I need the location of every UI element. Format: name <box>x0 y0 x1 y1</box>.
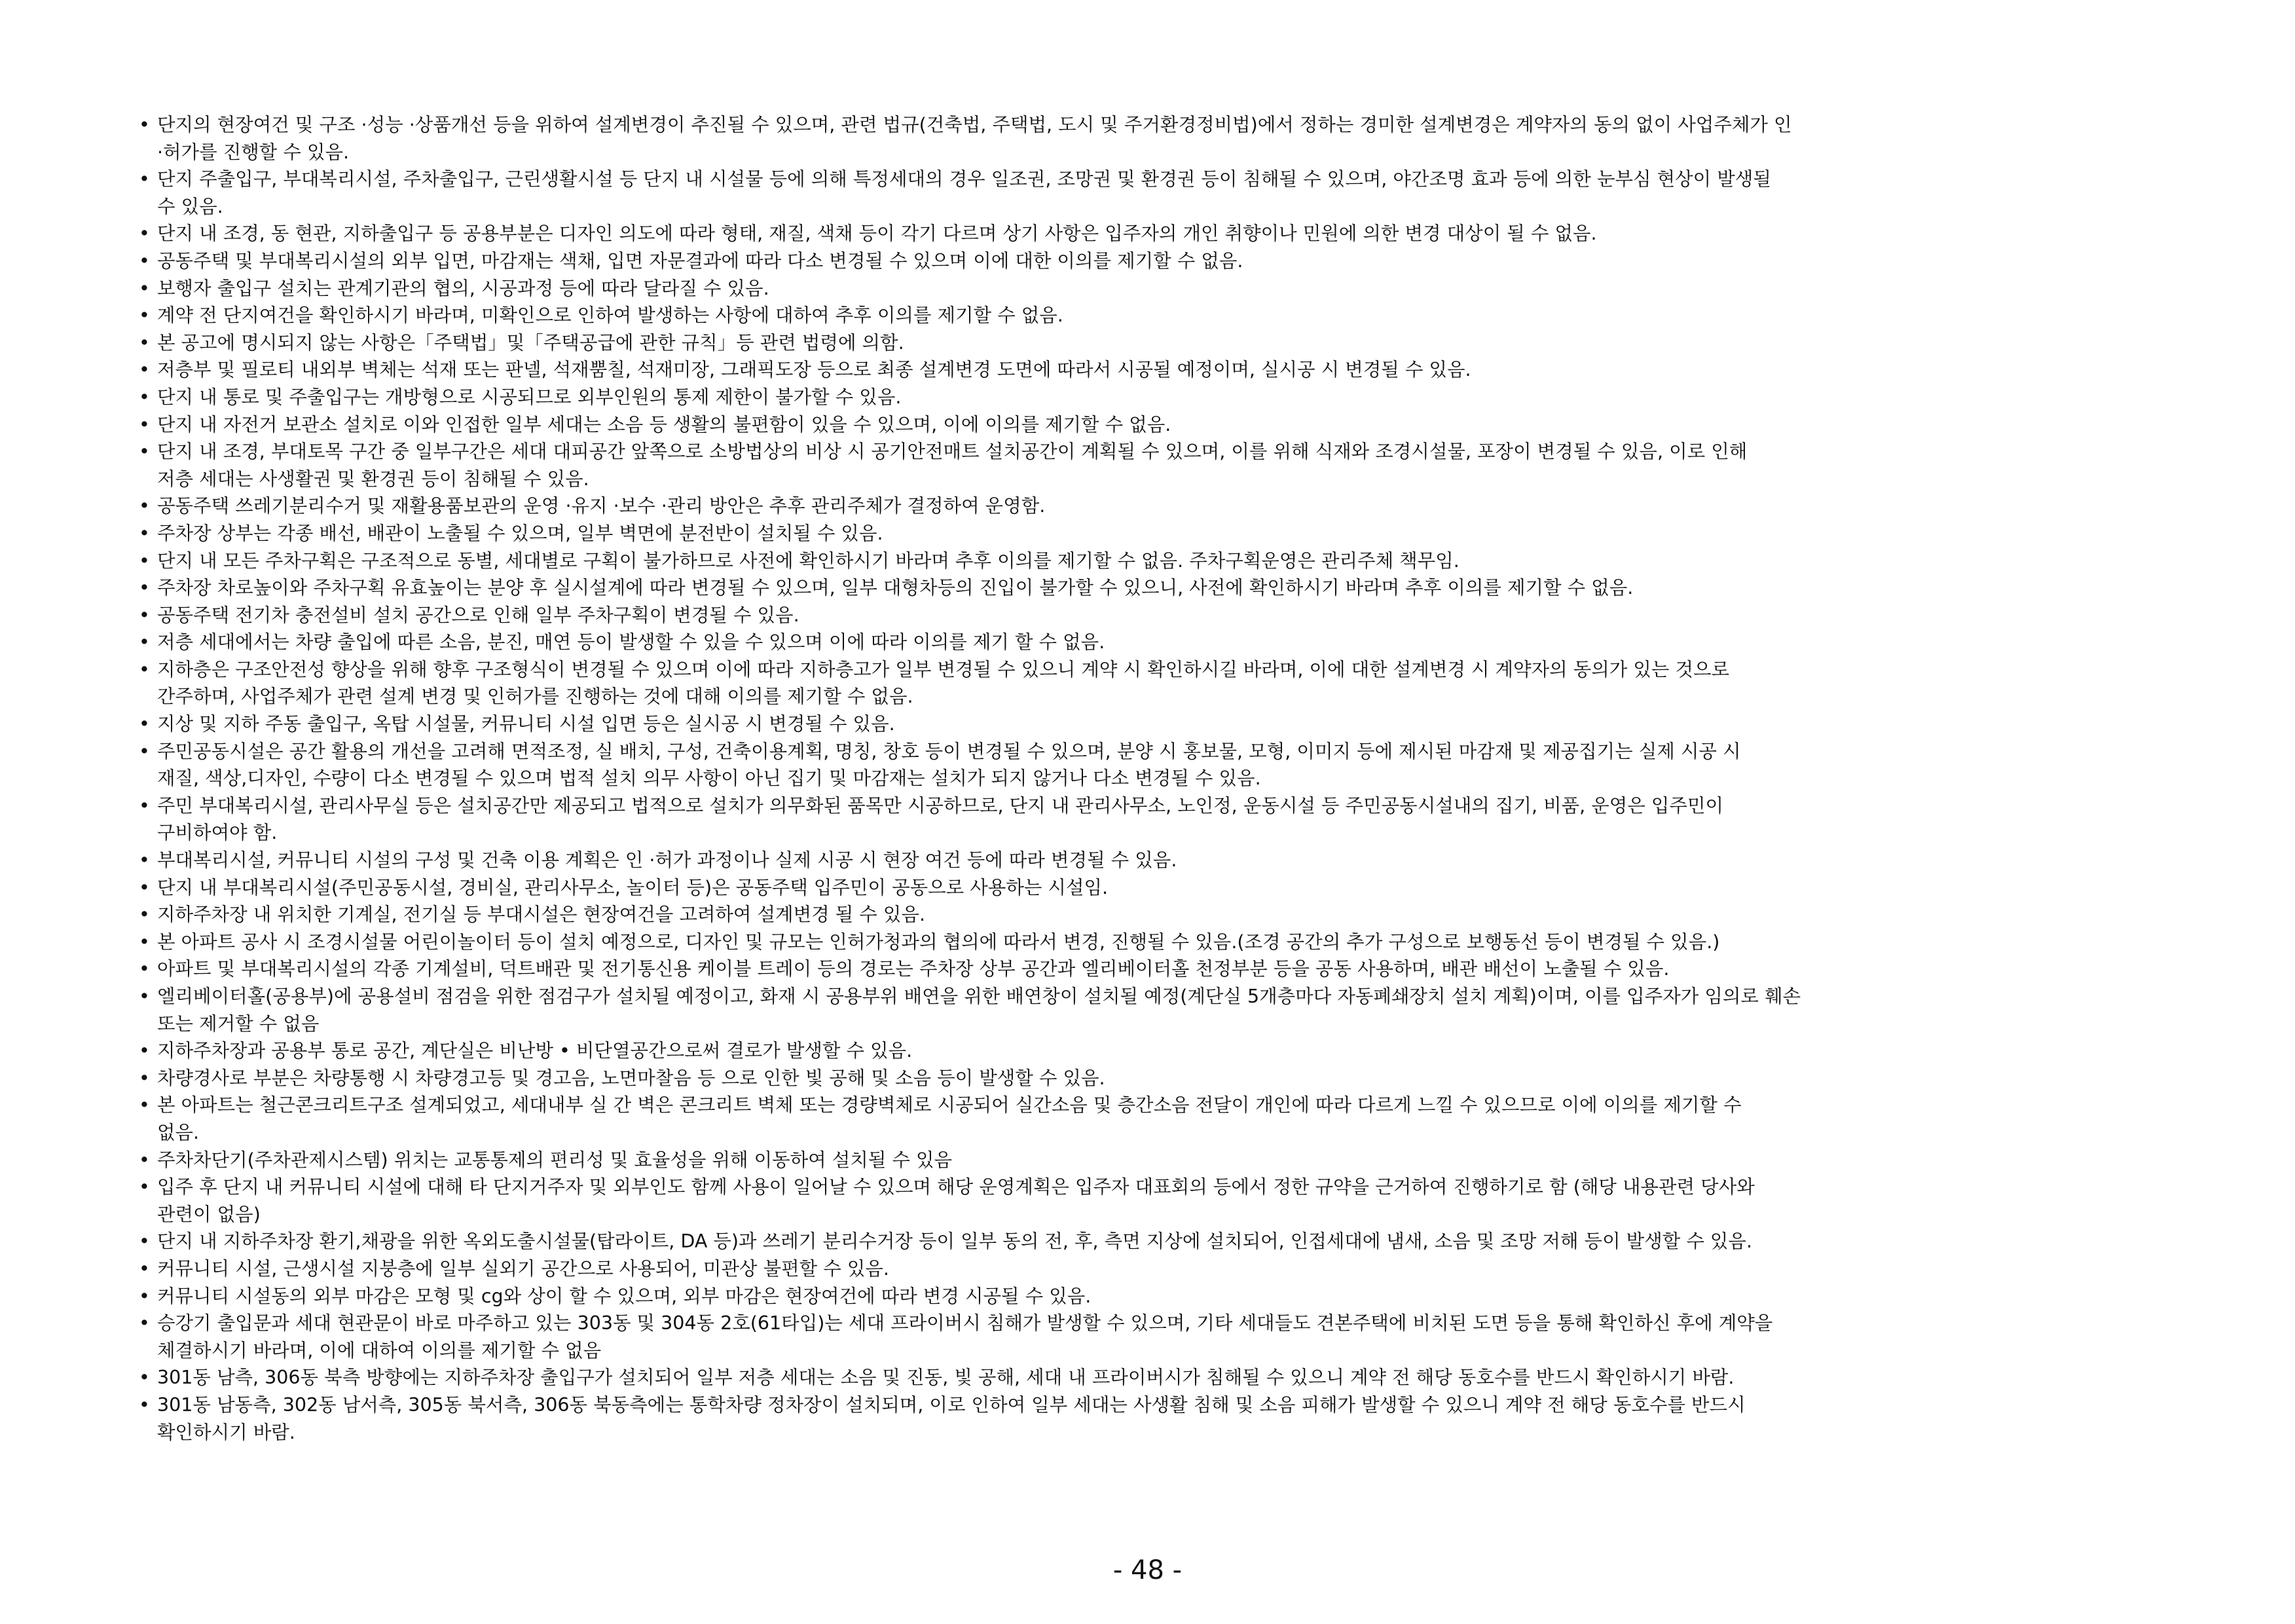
bullet-icon: • <box>139 1393 150 1416</box>
bullet-icon: • <box>139 958 150 980</box>
notice-item <box>138 929 2226 956</box>
notice-text: 주민 부대복리시설, 관리사무실 등은 설치공간만 제공되고 법적으로 설치가 의무화된 품목만 시공하므로, 단지 내 관리사무소, 노인정, 운동시설 등 주민공동시설내의 집기, 비품, 운영은 입주민이 <box>157 794 1724 817</box>
notice-text: 재질, 색상,디자인, 수량이 다소 변경될 수 있으며 법적 설치 의무 사항이 아닌 집기 및 마감재는 설치가 되지 않거나 다소 변경될 수 있음. <box>157 767 1261 790</box>
notice-item <box>138 1037 2226 1065</box>
notice-text: 단지의 현장여건 및 구조 ·성능 ·상품개선 등을 위하여 설계변경이 추진될 수 있으며, 관련 법규(건축법, 주택법, 도시 및 주거환경정비법)에서 정하는 경미한 설계변경은 계약자의 동의 없이 사업주체가 인 <box>157 114 1792 136</box>
notice-text: 보행자 출입구 설치는 관계기관의 협의, 시공과정 등에 따라 달라질 수 있음. <box>157 277 769 299</box>
notice-item <box>138 1310 2226 1364</box>
bullet-icon: • <box>139 1230 150 1253</box>
notice-text: 저층부 및 필로티 내외부 벽체는 석재 또는 판넬, 석재뿜칠, 석재미장, 그래픽도장 등으로 최종 설계변경 도면에 따라서 시공될 예정이며, 실시공 시 변경될 수 있음. <box>157 359 1471 381</box>
notice-item <box>138 248 2226 275</box>
notice-item <box>138 710 2226 738</box>
notice-text: 저층 세대에서는 차량 출입에 따른 소음, 분진, 매연 등이 발생할 수 있을 수 있으며 이에 따라 이의를 제기 할 수 없음. <box>157 631 1105 654</box>
notice-item <box>138 955 2226 983</box>
notice-item <box>138 356 2226 384</box>
notice-text: 승강기 출입문과 세대 현관문이 바로 마주하고 있는 303동 및 304동 2호(61타입)는 세대 프라이버시 침해가 발생할 수 있으며, 기타 세대들도 견본주택에 비치된 도면 등을 통해 확인하신 후에 계약을 <box>157 1312 1773 1335</box>
bullet-icon: • <box>139 168 150 191</box>
notice-item <box>138 1364 2226 1392</box>
notice-text: 본 공고에 명시되지 않는 사항은「주택법」및「주택공급에 관한 규칙」등 관련 법령에 의함. <box>157 331 904 354</box>
bullet-icon: • <box>139 114 150 136</box>
bullet-icon: • <box>139 1312 150 1335</box>
notice-item <box>138 520 2226 547</box>
notice-text: 관련이 없음) <box>157 1203 261 1225</box>
bullet-icon: • <box>139 441 150 463</box>
notice-text: 간주하며, 사업주체가 관련 설계 변경 및 인허가를 진행하는 것에 대해 이의를 제기할 수 없음. <box>157 686 913 708</box>
notice-text: 본 아파트 공사 시 조경시설물 어린이놀이터 등이 설치 예정으로, 디자인 및 규모는 인허가청과의 협의에 따라서 변경, 진행될 수 있음.(조경 공간의 추가 구성으로 보행동선 등이 변경될 수 있음.) <box>157 931 1720 953</box>
bullet-icon: • <box>139 522 150 544</box>
notice-item <box>138 656 2226 710</box>
notice-item <box>138 384 2226 411</box>
notice-text: 수 있음. <box>157 195 223 217</box>
bullet-icon: • <box>139 549 150 572</box>
page-number: - 48 - <box>1112 1555 1183 1585</box>
notice-text: 단지 내 지하주차장 환기,채광을 위한 옥외도출시설물(탑라이트, DA 등)과 쓰레기 분리수거장 등이 일부 동의 전, 후, 측면 지상에 설치되어, 인접세대에 냄새, 소음 및 조망 저해 등이 발생할 수 있음. <box>157 1230 1753 1253</box>
notice-text: 단지 내 자전거 보관소 설치로 이와 인접한 일부 세대는 소음 등 생활의 불편함이 있을 수 있으며, 이에 이의를 제기할 수 없음. <box>157 413 1171 435</box>
bullet-icon: • <box>139 740 150 762</box>
notice-item <box>138 111 2226 166</box>
notice-text: 단지 내 조경, 동 현관, 지하출입구 등 공용부분은 디자인 의도에 따라 형태, 재질, 색채 등이 각기 다르며 상기 사항은 입주자의 개인 취향이나 민원에 의한 변경 대상이 될 수 없음. <box>157 223 1597 245</box>
bullet-icon: • <box>139 223 150 245</box>
notice-text: ·허가를 진행할 수 있음. <box>157 141 350 163</box>
bullet-icon: • <box>139 794 150 817</box>
notice-text: 지하주차장 내 위치한 기계실, 전기실 등 부대시설은 현장여건을 고려하여 설계변경 될 수 있음. <box>157 904 926 926</box>
notice-text: 계약 전 단지여건을 확인하시기 바라며, 미확인으로 인하여 발생하는 사항에 대하여 추후 이의를 제기할 수 없음. <box>157 304 1063 327</box>
notice-text: 단지 내 모든 주차구획은 구조적으로 동별, 세대별로 구획이 불가하므로 사전에 확인하시기 바라며 추후 이의를 제기할 수 없음. 주차구획운영은 관리주체 책무임. <box>157 549 1460 572</box>
notice-item <box>138 1255 2226 1283</box>
notice-item <box>138 901 2226 929</box>
notice-text: 없음. <box>157 1121 200 1143</box>
notice-item <box>138 983 2226 1037</box>
notice-text: 확인하시기 바람. <box>157 1421 295 1443</box>
notice-item <box>138 1392 2226 1446</box>
bullet-icon: • <box>139 277 150 299</box>
bullet-icon: • <box>139 849 150 872</box>
notice-text: 본 아파트는 철근콘크리트구조 설계되었고, 세대내부 실 간 벽은 콘크리트 벽체 또는 경량벽체로 시공되어 실간소음 및 층간소음 전달이 개인에 따라 다르게 느낄 수 있으므로 이에 이의를 제기할 수 <box>157 1094 1742 1116</box>
notice-item <box>138 1065 2226 1092</box>
notice-item <box>138 738 2226 792</box>
bullet-icon: • <box>139 577 150 599</box>
notice-item <box>138 329 2226 357</box>
bullet-icon: • <box>139 495 150 517</box>
bullet-icon: • <box>139 604 150 626</box>
notice-item <box>138 792 2226 847</box>
notice-item <box>138 574 2226 602</box>
notice-text: 구비하여야 함. <box>157 822 278 844</box>
notice-item <box>138 1228 2226 1255</box>
bullet-icon: • <box>139 876 150 898</box>
notice-item <box>138 1147 2226 1174</box>
bullet-icon: • <box>139 713 150 735</box>
notice-text: 301동 남동측, 302동 남서측, 305동 북서측, 306동 북동측에는 통학차량 정차장이 설치되며, 이로 인하여 일부 세대는 사생활 침해 및 소음 피해가 발생할 수 있으니 계약 전 해당 동호수를 반드시 <box>157 1393 1746 1416</box>
notice-text: 커뮤니티 시설, 근생시설 지붕층에 일부 실외기 공간으로 사용되어, 미관상 불편할 수 있음. <box>157 1257 889 1280</box>
notice-item <box>138 547 2226 575</box>
bullet-icon: • <box>139 331 150 354</box>
notice-item <box>138 275 2226 303</box>
notice-text: 또는 제거할 수 없음 <box>157 1012 320 1035</box>
notice-text: 주민공동시설은 공간 활용의 개선을 고려해 면적조정, 실 배치, 구성, 건축이용계획, 명칭, 창호 등이 변경될 수 있으며, 분양 시 홍보물, 모형, 이미지 등에 제시된 마감재 및 제공집기는 실제 시공 시 <box>157 740 1741 762</box>
notice-item <box>138 166 2226 220</box>
notice-list <box>138 111 2226 1446</box>
notice-text: 지하층은 구조안전성 향상을 위해 향후 구조형식이 변경될 수 있으며 이에 따라 지하층고가 일부 변경될 수 있으니 계약 시 확인하시길 바라며, 이에 대한 설계변경 시 계약자의 동의가 있는 것으로 <box>157 658 1730 680</box>
notice-item <box>138 1173 2226 1228</box>
bullet-icon: • <box>139 904 150 926</box>
notice-text: 단지 내 조경, 부대토목 구간 중 일부구간은 세대 대피공간 앞쪽으로 소방법상의 비상 시 공기안전매트 설치공간이 계획될 수 있으며, 이를 위해 식재와 조경시설물, 포장이 변경될 수 있음, 이로 인해 <box>157 441 1748 463</box>
notice-text: 저층 세대는 사생활권 및 환경권 등이 침해될 수 있음. <box>157 468 589 490</box>
notice-item <box>138 438 2226 492</box>
notice-text: 301동 남측, 306동 북측 방향에는 지하주차장 출입구가 설치되어 일부 저층 세대는 소음 및 진동, 빛 공해, 세대 내 프라이버시가 침해될 수 있으니 계약 전 해당 동호수를 반드시 확인하시기 바람. <box>157 1367 1735 1389</box>
notice-text: 부대복리시설, 커뮤니티 시설의 구성 및 건축 이용 계획은 인 ·허가 과정이나 실제 시공 시 현장 여건 등에 따라 변경될 수 있음. <box>157 849 1177 872</box>
notice-text: 엘리베이터홀(공용부)에 공용설비 점검을 위한 점검구가 설치될 예정이고, 화재 시 공용부위 배연을 위한 배연창이 설치될 예정(계단실 5개층마다 자동폐쇄장치 설치 계획)이며, 이를 입주자가 임의로 훼손 <box>157 986 1801 1007</box>
notice-text: 지하주차장과 공용부 통로 공간, 계단실은 비난방 • 비단열공간으로써 결로가 발생할 수 있음. <box>157 1040 913 1062</box>
bullet-icon: • <box>139 1067 150 1089</box>
notice-text: 주차장 상부는 각종 배선, 배관이 노출될 수 있으며, 일부 벽면에 분전반이 설치될 수 있음. <box>157 522 883 544</box>
notice-text: 공동주택 쓰레기분리수거 및 재활용품보관의 운영 ·유지 ·보수 ·관리 방안은 추후 관리주체가 결정하여 운영함. <box>157 495 1046 517</box>
notice-item <box>138 847 2226 874</box>
notice-text: 아파트 및 부대복리시설의 각종 기계설비, 덕트배관 및 전기통신용 케이블 트레이 등의 경로는 주차장 상부 공간과 엘리베이터홀 천정부분 등을 공동 사용하며, 배관 배선이 노출될 수 있음. <box>157 958 1670 980</box>
bullet-icon: • <box>139 1149 150 1171</box>
notice-item <box>138 1283 2226 1310</box>
bullet-icon: • <box>139 1285 150 1307</box>
bullet-icon: • <box>139 1176 150 1198</box>
notice-item <box>138 492 2226 520</box>
bullet-icon: • <box>139 1040 150 1062</box>
notice-text: 커뮤니티 시설동의 외부 마감은 모형 및 cg와 상이 할 수 있으며, 외부 마감은 현장여건에 따라 변경 시공될 수 있음. <box>157 1285 1092 1307</box>
notice-item <box>138 302 2226 329</box>
bullet-icon: • <box>139 658 150 680</box>
notice-text: 지상 및 지하 주동 출입구, 옥탑 시설물, 커뮤니티 시설 입면 등은 실시공 시 변경될 수 있음. <box>157 713 895 735</box>
notice-text: 차량경사로 부분은 차량통행 시 차량경고등 및 경고음, 노면마찰음 등 으로 인한 빛 공해 및 소음 등이 발생할 수 있음. <box>157 1067 1105 1089</box>
notice-item <box>138 411 2226 439</box>
notice-text: 주차차단기(주차관제시스템) 위치는 교통통제의 편리성 및 효율성을 위해 이동하여 설치될 수 있음 <box>157 1149 953 1171</box>
notice-text: 단지 주출입구, 부대복리시설, 주차출입구, 근린생활시설 등 단지 내 시설물 등에 의해 특정세대의 경우 일조권, 조망권 및 환경권 등이 침해될 수 있으며, 야간조명 효과 등에 의한 눈부심 현상이 발생될 <box>157 168 1771 191</box>
bullet-icon: • <box>139 304 150 327</box>
notice-text: 입주 후 단지 내 커뮤니티 시설에 대해 타 단지거주자 및 외부인도 함께 사용이 일어날 수 있으며 해당 운영계획은 입주자 대표회의 등에서 정한 규약을 근거하여 진행하기로 함 (해당 내용관련 당사와 <box>157 1176 1755 1198</box>
bullet-icon: • <box>139 413 150 435</box>
notice-item <box>138 1092 2226 1146</box>
notice-item <box>138 629 2226 656</box>
notice-text: 공동주택 전기차 충전설비 설치 공간으로 인해 일부 주차구획이 변경될 수 있음. <box>157 604 799 626</box>
bullet-icon: • <box>139 1367 150 1389</box>
bullet-icon: • <box>139 1094 150 1116</box>
bullet-icon: • <box>139 386 150 408</box>
notice-text: 주차장 차로높이와 주차구획 유효높이는 분양 후 실시설계에 따라 변경될 수 있으며, 일부 대형차등의 진입이 불가할 수 있으니, 사전에 확인하시기 바라며 추후 이의를 제기할 수 없음. <box>157 577 1634 599</box>
notice-item <box>138 874 2226 902</box>
notice-text: 단지 내 통로 및 주출입구는 개방형으로 시공되므로 외부인원의 통제 제한이 불가할 수 있음. <box>157 386 902 408</box>
notice-text: 체결하시기 바라며, 이에 대하여 이의를 제기할 수 없음 <box>157 1339 602 1361</box>
notice-text: 단지 내 부대복리시설(주민공동시설, 경비실, 관리사무소, 놀이터 등)은 공동주택 입주민이 공동으로 사용하는 시설임. <box>157 876 1109 898</box>
bullet-icon: • <box>139 249 150 272</box>
notice-item <box>138 220 2226 248</box>
notice-item <box>138 602 2226 629</box>
bullet-icon: • <box>139 631 150 654</box>
bullet-icon: • <box>139 359 150 381</box>
bullet-icon: • <box>139 1257 150 1280</box>
notice-text: 공동주택 및 부대복리시설의 외부 입면, 마감재는 색채, 입면 자문결과에 따라 다소 변경될 수 있으며 이에 대한 이의를 제기할 수 없음. <box>157 249 1243 272</box>
bullet-icon: • <box>139 931 150 953</box>
bullet-icon: • <box>139 986 150 1007</box>
